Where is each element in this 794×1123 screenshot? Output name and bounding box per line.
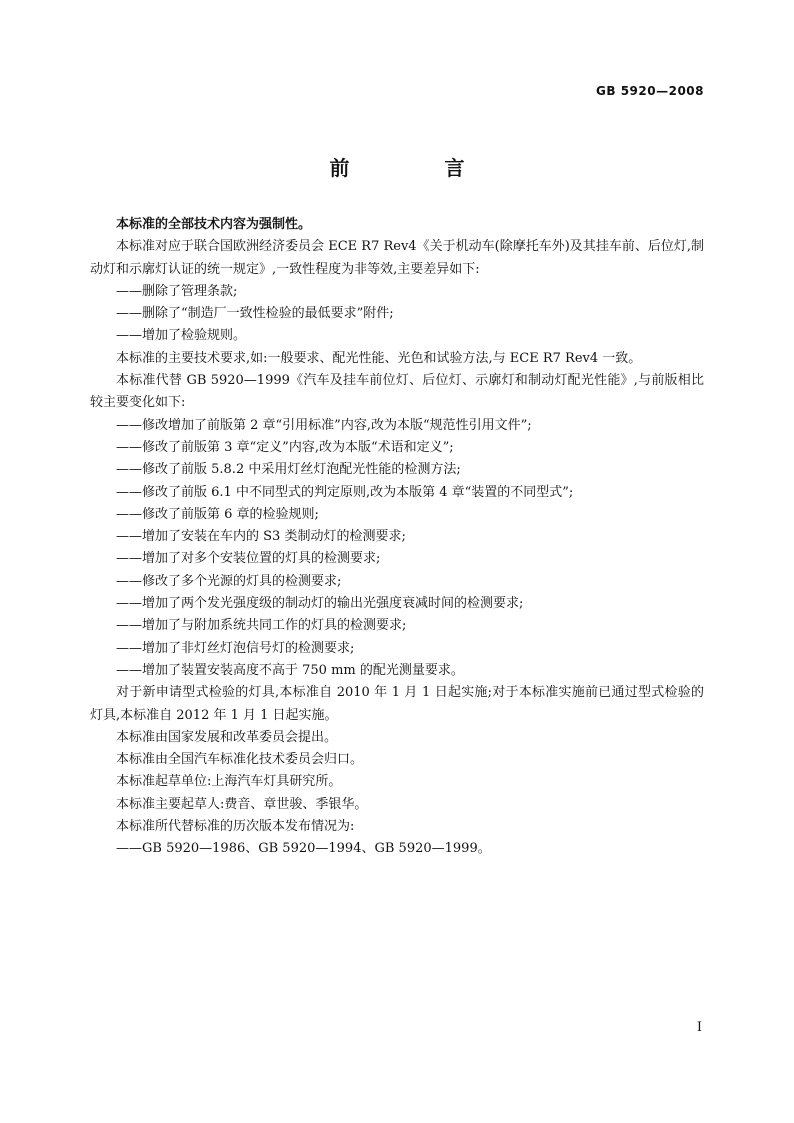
- list-item: ——增加了与附加系统共同工作的灯具的检测要求;: [116, 618, 407, 634]
- mandatory-statement: 本标准的全部技术内容为强制性。: [116, 217, 312, 232]
- paragraph: 本标准对应于联合国欧洲经济委员会 ECE R7 Rev4《关于机动车(除摩托车外)及其挂车前、后位灯,制动灯和示廓灯认证的统一规定》,一致性程度为非等效,主要差异如下:: [90, 239, 704, 277]
- list-item: ——删除了管理条款;: [116, 283, 238, 299]
- list-item: ——修改了前版第 3 章“定义”内容,改为本版“术语和定义”;: [116, 439, 454, 455]
- list-item: ——删除了“制造厂一致性检验的最低要求”附件;: [116, 306, 394, 322]
- paragraph: 本标准由全国汽车标准化技术委员会归口。: [116, 752, 364, 768]
- foreword-body: [90, 214, 704, 861]
- paragraph: 本标准由国家发展和改革委员会提出。: [116, 729, 338, 745]
- paragraph: 本标准代替 GB 5920—1999《汽车及挂车前位灯、后位灯、示廓灯和制动灯配光性能》,与前版相比较主要变化如下:: [90, 373, 704, 411]
- paragraph: 本标准起草单位:上海汽车灯具研究所。: [116, 774, 342, 790]
- list-item: ——增加了非灯丝灯泡信号灯的检测要求;: [116, 640, 355, 656]
- page-title: 前 言: [329, 156, 509, 180]
- standard-code: GB 5920—2008: [596, 84, 704, 98]
- list-item: ——修改了多个光源的灯具的检测要求;: [116, 573, 342, 589]
- list-item: ——修改了前版 6.1 中不同型式的判定原则,改为本版第 4 章“装置的不同型式”;: [116, 484, 574, 500]
- list-item: ——增加了安装在车内的 S3 类制动灯的检测要求;: [116, 529, 406, 545]
- paragraph: 对于新申请型式检验的灯具,本标准自 2010 年 1 月 1 日起实施;对于本标准实施前已通过型式检验的灯具,本标准自 2012 年 1 月 1 日起实施。: [90, 685, 704, 723]
- paragraph: 本标准的主要技术要求,如:一般要求、配光性能、光色和试验方法,与 ECE R7 Rev4 一致。: [116, 350, 642, 366]
- list-item: ——GB 5920—1986、GB 5920—1994、GB 5920—1999。: [116, 841, 491, 857]
- paragraph: 本标准所代替标准的历次版本发布情况为:: [116, 819, 355, 835]
- list-item: ——增加了装置安装高度不高于 750 mm 的配光测量要求。: [116, 662, 464, 678]
- list-item: ——增加了检验规则。: [116, 328, 247, 344]
- list-item: ——修改了前版第 6 章的检验规则;: [116, 506, 319, 522]
- list-item: ——修改了前版 5.8.2 中采用灯丝灯泡配光性能的检测方法;: [116, 462, 461, 478]
- list-item: ——修改增加了前版第 2 章“引用标准”内容,改为本版“规范性引用文件”;: [116, 417, 532, 433]
- list-item: ——增加了对多个安装位置的灯具的检测要求;: [116, 551, 381, 567]
- page-number: I: [696, 1020, 702, 1035]
- paragraph: 本标准主要起草人:费音、章世骏、季银华。: [116, 796, 368, 812]
- list-item: ——增加了两个发光强度级的制动灯的输出光强度衰减时间的检测要求;: [116, 596, 524, 612]
